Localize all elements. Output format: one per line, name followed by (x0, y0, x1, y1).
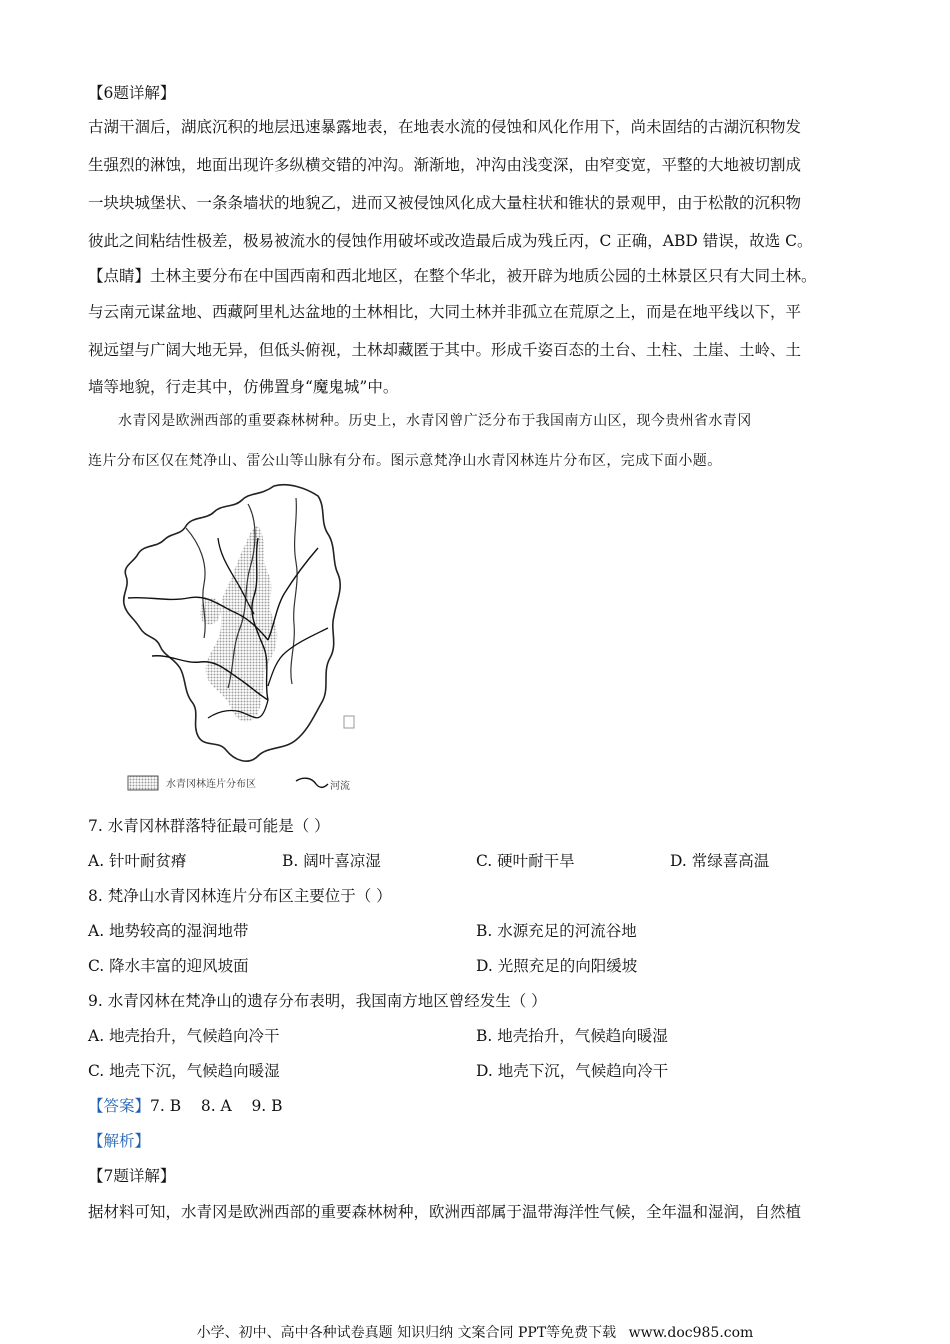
q7-header: 【7题详解】 (88, 1167, 176, 1185)
fanjingshan-map-figure (108, 478, 358, 798)
q6-line: 生强烈的淋蚀，地面出现许多纵横交错的冲沟。渐渐地，冲沟由浅变深，由窄变宽，平整的大地被切割成 (88, 156, 802, 174)
answer-tag: 【答案】 (88, 1097, 151, 1115)
q7-option-b[interactable]: B. 阔叶喜凉湿 (282, 852, 381, 870)
legend-forest-swatch (128, 776, 158, 790)
dianjing-tag: 【点睛】 (88, 267, 151, 285)
question-8-stem: 8. 梵净山水青冈林连片分布区主要位于（ ） (88, 887, 392, 905)
passage-line: 连片分布区仅在梵净山、雷公山等山脉有分布。图示意梵净山水青冈林连片分布区，完成下面小题。 (88, 453, 722, 469)
q7-line: 据材料可知，水青冈是欧洲西部的重要森林树种，欧洲西部属于温带海洋性气候，全年温和湿润，自然植 (88, 1203, 802, 1221)
q6-header: 【6题详解】 (88, 84, 176, 102)
answer-row (88, 1096, 283, 1116)
q8-option-a[interactable]: A. 地势较高的湿润地带 (88, 922, 249, 940)
dianjing-text: 土林主要分布在中国西南和西北地区，在整个华北，被开辟为地质公园的土林景区只有大同土林。 (150, 267, 817, 285)
legend-river-symbol (296, 778, 328, 787)
q8-option-b[interactable]: B. 水源充足的河流谷地 (476, 922, 637, 940)
legend-forest-label: 水青冈林连片分布区 (166, 779, 256, 790)
page-footer (0, 1322, 950, 1342)
question-9-stem: 9. 水青冈林在梵净山的遗存分布表明，我国南方地区曾经发生（ ） (88, 992, 547, 1010)
fanjingshan-map (108, 478, 358, 798)
question-7-stem: 7. 水青冈林群落特征最可能是（ ） (88, 817, 330, 835)
q6-line: 一块块城堡状、一条条墙状的地貌乙，进而又被侵蚀风化成大量柱状和锥状的景观甲，由于松散的沉积物 (88, 194, 802, 212)
dianjing-line: 视远望与广阔大地无异，但低头俯视，土林却藏匿于其中。形成千姿百态的土台、土柱、土崖、土岭、土 (88, 341, 802, 359)
ridge-line (186, 528, 205, 638)
q7-option-d[interactable]: D. 常绿喜高温 (670, 852, 770, 870)
q7-option-a[interactable]: A. 针叶耐贫瘠 (88, 852, 187, 870)
inset-box (344, 716, 354, 728)
footer-text: 小学、初中、高中各种试卷真题 知识归纳 文案合同 PPT等免费下载 (196, 1325, 617, 1341)
ridge-line (291, 498, 297, 684)
q9-option-a[interactable]: A. 地壳抬升，气候趋向冷干 (88, 1027, 280, 1045)
dianjing-line: 墙等地貌，行走其中，仿佛置身“魔鬼城”中。 (88, 378, 399, 396)
q9-option-b[interactable]: B. 地壳抬升，气候趋向暖湿 (476, 1027, 668, 1045)
dianjing-paragraph (88, 266, 817, 286)
q6-line: 彼此之间粘结性极差，极易被流水的侵蚀作用破坏或改造最后成为残丘丙，C 正确，ABD 错误，故选 C。 (88, 232, 813, 250)
q9-option-d[interactable]: D. 地壳下沉，气候趋向冷干 (476, 1062, 669, 1080)
answer-text: 7. B 8. A 9. B (150, 1097, 283, 1115)
passage-line: 水青冈是欧洲西部的重要森林树种。历史上，水青冈曾广泛分布于我国南方山区，现今贵州省水青冈 (118, 413, 752, 429)
analysis-tag: 【解析】 (88, 1132, 151, 1150)
q6-line: 古湖干涸后，湖底沉积的地层迅速暴露地表，在地表水流的侵蚀和风化作用下，尚未固结的古湖沉积物发 (88, 118, 802, 136)
q7-option-c[interactable]: C. 硬叶耐干旱 (476, 852, 575, 870)
legend-river-label: 河流 (330, 781, 350, 792)
q9-option-c[interactable]: C. 地壳下沉，气候趋向暖湿 (88, 1062, 280, 1080)
q8-option-d[interactable]: D. 光照充足的向阳缓坡 (476, 957, 638, 975)
footer-url[interactable]: www.doc985.com (628, 1325, 754, 1341)
dianjing-line: 与云南元谋盆地、西藏阿里札达盆地的土林相比，大同土林并非孤立在荒原之上，而是在地平线以下，平 (88, 303, 802, 321)
q8-option-c[interactable]: C. 降水丰富的迎风坡面 (88, 957, 249, 975)
